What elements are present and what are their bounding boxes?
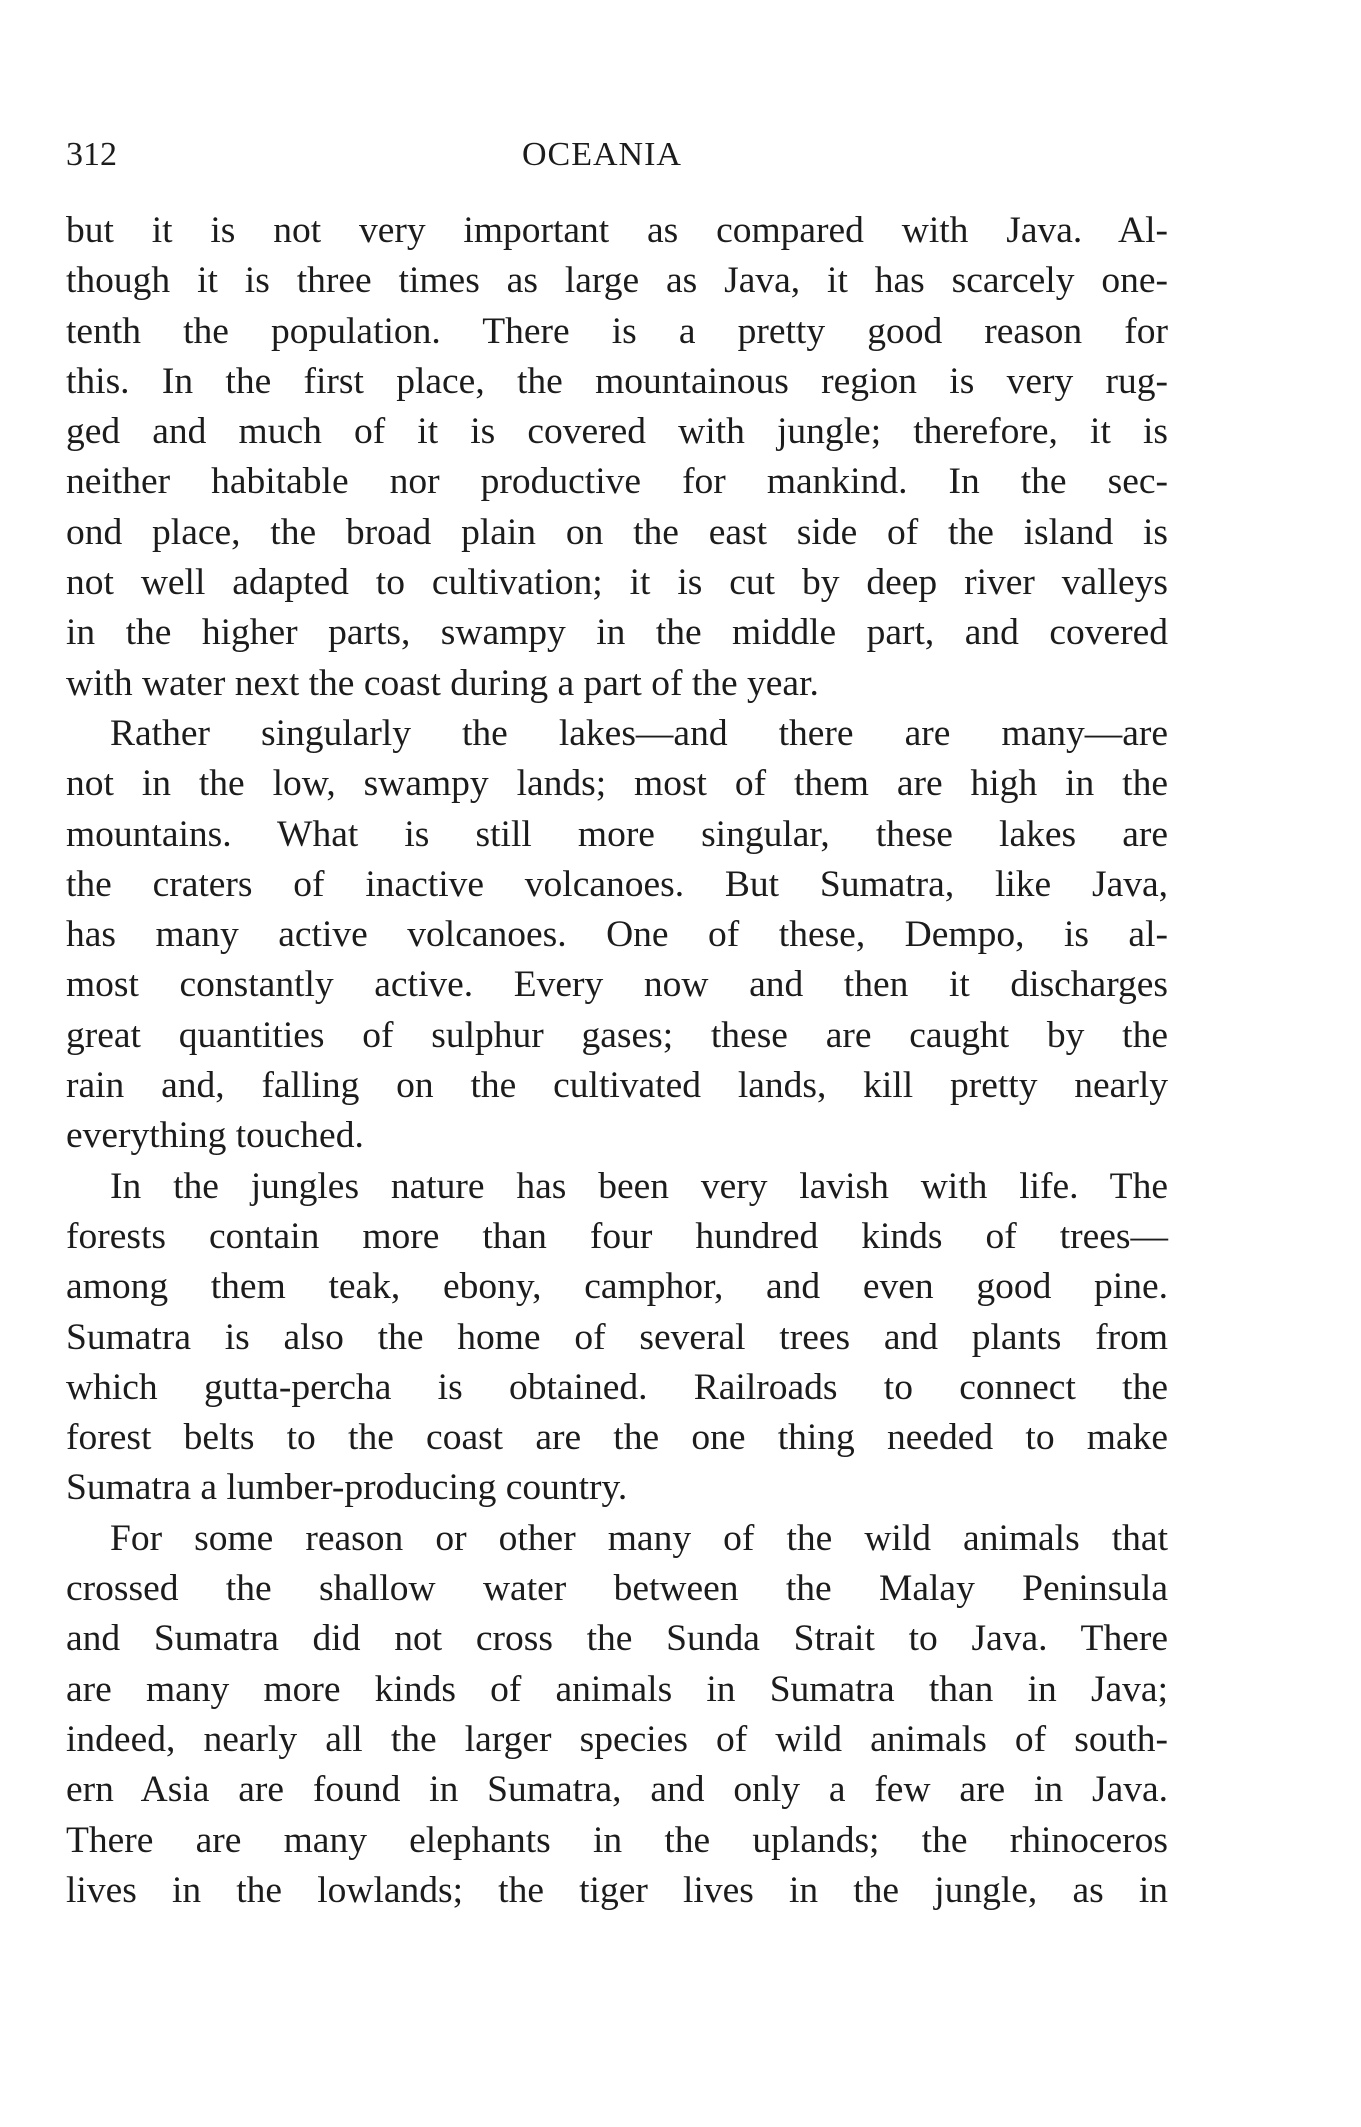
text-line: Rather singularly the lakes—and there are many—are xyxy=(110,712,1168,754)
text-line: and Sumatra did not cross the Sunda Strait to Java. There xyxy=(66,1618,1168,1660)
text-line: lives in the lowlands; the tiger lives in the jungle, as in xyxy=(66,1869,1168,1911)
page-number: 312 xyxy=(66,136,117,173)
paragraph-3 xyxy=(66,1162,1168,1514)
text-line: the craters of inactive volcanoes. But Sumatra, like Java, xyxy=(66,863,1168,905)
text-line: most constantly active. Every now and then it discharges xyxy=(66,964,1168,1006)
text-line: everything touched. xyxy=(66,1115,364,1157)
text-line: great quantities of sulphur gases; these are caught by the xyxy=(66,1014,1168,1056)
text-line: indeed, nearly all the larger species of wild animals of south- xyxy=(66,1718,1168,1760)
text-line: though it is three times as large as Java, it has scarcely one- xyxy=(66,260,1168,302)
text-line: in the higher parts, swampy in the middle part, and covered xyxy=(66,612,1168,654)
text-line: rain and, falling on the cultivated lands, kill pretty nearly xyxy=(66,1065,1168,1107)
running-title: OCEANIA xyxy=(522,136,682,173)
text-line: but it is not very important as compared with Java. Al- xyxy=(66,210,1168,251)
text-line: There are many elephants in the uplands; the rhinoceros xyxy=(66,1819,1168,1861)
text-line: For some reason or other many of the wild animals that xyxy=(110,1517,1168,1559)
text-line: ond place, the broad plain on the east side of the island is xyxy=(66,511,1168,553)
text-line: which gutta-percha is obtained. Railroads to connect the xyxy=(66,1366,1168,1408)
text-line: among them teak, ebony, camphor, and even good pine. xyxy=(66,1266,1168,1308)
text-line: Sumatra a lumber-producing country. xyxy=(66,1467,628,1509)
text-line: tenth the population. There is a pretty good reason for xyxy=(66,310,1168,352)
paragraph-1 xyxy=(66,206,1168,709)
text-line: crossed the shallow water between the Malay Peninsula xyxy=(66,1568,1168,1610)
text-line: not well adapted to cultivation; it is cut by deep river valleys xyxy=(66,562,1168,604)
running-head xyxy=(66,130,1166,180)
text-line: are many more kinds of animals in Sumatra than in Java; xyxy=(66,1668,1168,1710)
text-line: this. In the first place, the mountainous region is very rug- xyxy=(66,360,1168,402)
text-line: has many active volcanoes. One of these, Dempo, is al- xyxy=(66,914,1168,956)
text-line: forests contain more than four hundred kinds of trees— xyxy=(66,1215,1168,1257)
text-line: In the jungles nature has been very lavish with life. The xyxy=(110,1165,1168,1207)
paragraph-4 xyxy=(66,1514,1168,1916)
text-line: mountains. What is still more singular, these lakes are xyxy=(66,813,1168,855)
paragraph-2 xyxy=(66,709,1168,1162)
text-line: forest belts to the coast are the one thing needed to make xyxy=(66,1417,1168,1459)
text-line: ern Asia are found in Sumatra, and only a few are in Java. xyxy=(66,1769,1168,1811)
text-line: ged and much of it is covered with jungle; therefore, it is xyxy=(66,411,1168,453)
text-line: not in the low, swampy lands; most of them are high in the xyxy=(66,763,1168,805)
text-line: Sumatra is also the home of several trees and plants from xyxy=(66,1316,1168,1358)
text-line: neither habitable nor productive for mankind. In the sec- xyxy=(66,461,1168,503)
body-text xyxy=(66,206,1168,1916)
text-line: with water next the coast during a part of the year. xyxy=(66,662,819,704)
